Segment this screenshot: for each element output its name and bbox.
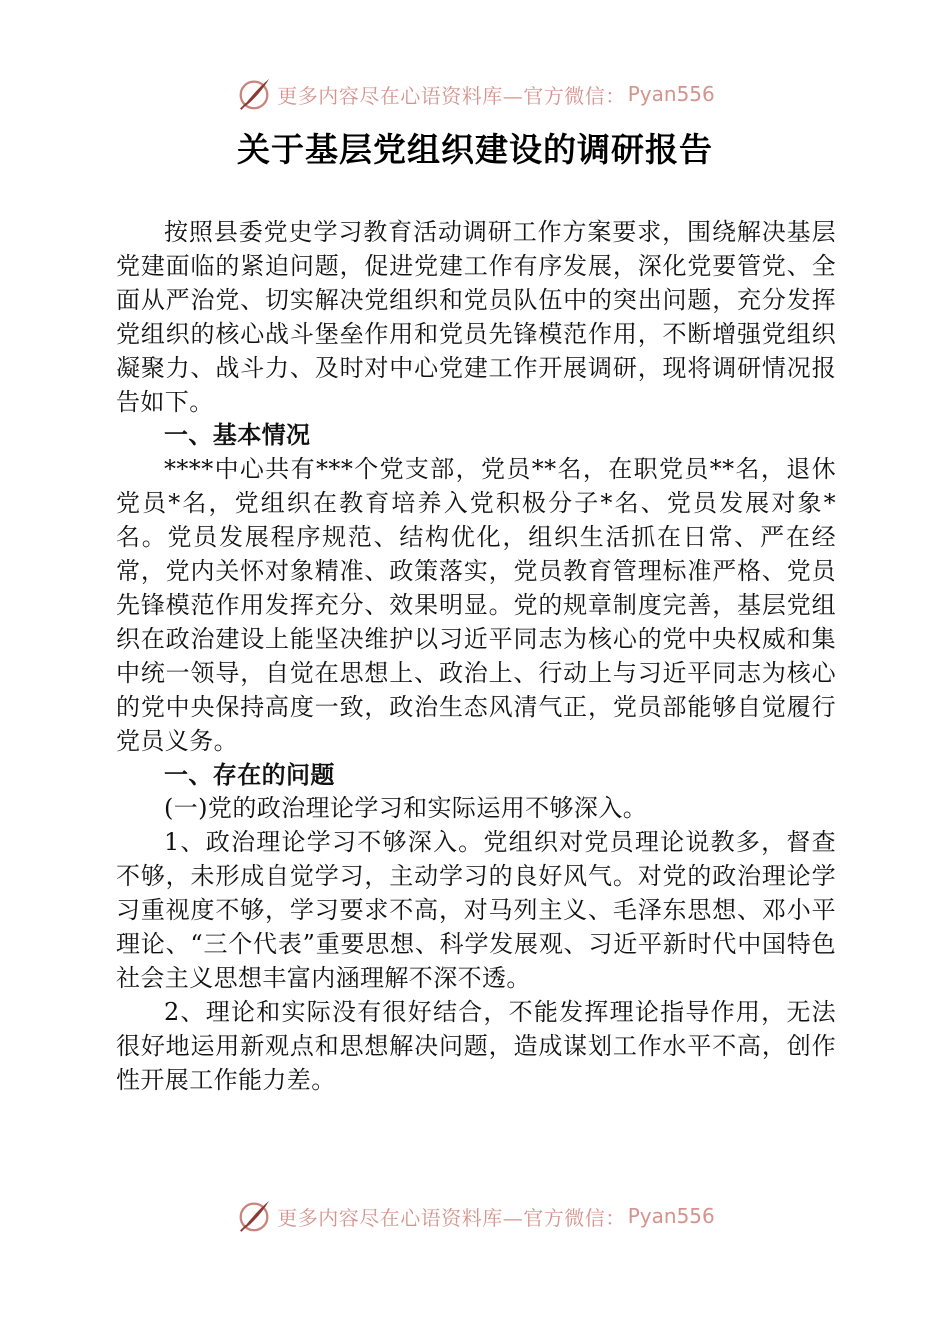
- problem-item-1: 1、政治理论学习不够深入。党组织对党员理论说教多，督查不够，未形成自觉学习，主动学习的良好风气。对党的政治理论学习重视度不够，学习要求不高，对马列主义、毛泽东思想、邓小平理论、“三个代表”重要思想、科学发展观、习近平新时代中国特色社会主义思想丰富内涵理解不深不透。: [116, 828, 836, 992]
- section-heading-basic-situation: 一、基本情况: [164, 421, 311, 450]
- watermark-wechat-id: Pyan556: [627, 82, 715, 106]
- document-body: [116, 216, 836, 1098]
- header-watermark: [0, 72, 950, 116]
- watermark-text: 更多内容尽在心语资料库—官方微信：: [277, 83, 626, 108]
- basic-situation-paragraph: ****中心共有***个党支部，党员**名，在职党员**名，退休党员*名，党组织在教育培养入党积极分子*名、党员发展对象*名。党员发展程序规范、结构优化，组织生活抓在日常、严在经常，党内关怀对象精准、政策落实，党员教育管理标准严格、党员先锋模范作用发挥充分、效果明显。党的规章制度完善，基层党组织在政治建设上能坚决维护以习近平同志为核心的党中央权威和集中统一领导，自觉在思想上、政治上、行动上与习近平同志为核心的党中央保持高度一致，政治生态风清气正，党员部能够自觉履行党员义务。: [116, 455, 836, 755]
- footer-watermark: [0, 1194, 950, 1238]
- watermark-wechat-id: Pyan556: [627, 1204, 715, 1228]
- quill-pen-icon: [235, 1197, 273, 1235]
- subsection-heading-theory-study: (一)党的政治理论学习和实际运用不够深入。: [164, 794, 648, 823]
- problem-item-2: 2、理论和实际没有很好结合，不能发挥理论指导作用，无法很好地运用新观点和思想解决问题，造成谋划工作水平不高，创作性开展工作能力差。: [116, 997, 836, 1094]
- intro-paragraph: 按照县委党史学习教育活动调研工作方案要求，围绕解决基层党建面临的紧迫问题，促进党建工作有序发展，深化党要管党、全面从严治党、切实解决党组织和党员队伍中的突出问题，充分发挥党组织的核心战斗堡垒作用和党员先锋模范作用，不断增强党组织凝聚力、战斗力、及时对中心党建工作开展调研，现将调研情况报告如下。: [116, 218, 836, 416]
- section-heading-existing-problems: 一、存在的问题: [164, 760, 335, 789]
- watermark-text: 更多内容尽在心语资料库—官方微信：: [277, 1205, 626, 1230]
- quill-pen-icon: [235, 75, 273, 113]
- document-title: 关于基层党组织建设的调研报告: [237, 130, 713, 169]
